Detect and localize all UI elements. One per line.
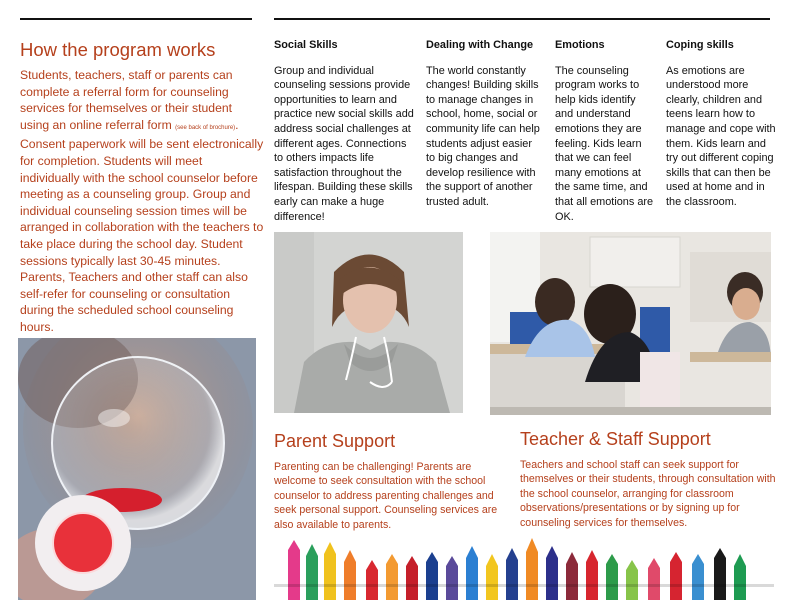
dealing-change-heading: Dealing with Change: [426, 39, 534, 51]
crayons-photo: [274, 536, 774, 600]
social-skills-heading: Social Skills: [274, 39, 338, 51]
referral-note: (see back of brochure): [175, 124, 236, 131]
left-top-rule: [20, 18, 252, 20]
teen-illustration: [274, 232, 463, 413]
social-skills-text: Group and individual counseling sessions provide opportunities to learn and practice new social skills add address social challenges at different ages. Connections to others impacts life satisfaction throughout the lifespan. Building these skills early can make a huge difference!: [274, 64, 414, 223]
program-body-text-1: Students, teachers, staff or parents can complete a referral form for counseling services for themselves or their student using an online referral form: [20, 68, 233, 132]
teacher-support-text: Teachers and school staff can seek support for themselves or their students, through consultation with the school counselor, arranging for classroom observations/presentations or by signing up for counseling services for themselves.: [520, 459, 776, 529]
right-top-rule: [274, 18, 770, 20]
coping-skills-column: [666, 38, 776, 210]
coping-skills-heading: Coping skills: [666, 39, 734, 51]
program-body-text-2: . Consent paperwork will be sent electronically for completion. Students will meet individually with the school counselor before meeting as a counseling group. Group and individual counseling session times will be arranged in collaboration with the teachers to take place during the school day. Student sessions typically last 30-45 minutes. Parents, Teachers and other staff can also self-refer for counseling or consultation during the scheduled school counseling hours.: [20, 117, 264, 334]
crayons-illustration: [274, 536, 774, 600]
dealing-change-text: The world constantly changes! Building skills to manage changes in school, home, social or community life can help students adjust easier to big changes and develop resilience with the support of another trusted adult.: [426, 64, 540, 208]
bubble-illustration: [18, 338, 256, 600]
classroom-illustration: [490, 232, 771, 415]
program-title: How the program works: [20, 39, 216, 60]
classroom-photo: [490, 232, 771, 415]
emotions-column: [555, 38, 655, 224]
teacher-support-title: Teacher & Staff Support: [520, 429, 711, 449]
emotions-text: The counseling program works to help kids identify and understand emotions they are feeling. Kids learn that we can feel many emotions at the same time, and that all emotions are OK.: [555, 64, 654, 223]
bubble-photo: [18, 338, 256, 600]
dealing-change-column: [426, 38, 540, 210]
teen-photo: [274, 232, 463, 413]
coping-skills-text: As emotions are understood more clearly, children and teens learn how to manage and cope with them. Kids learn and try out different coping skills that can then be used at home and in the classroom.: [666, 64, 776, 208]
social-skills-column: [274, 38, 416, 224]
parent-support-text: Parenting can be challenging! Parents are welcome to seek consultation with the school counselor to address parenting challenges and seek personal support. Counseling services are also available to parents.: [274, 461, 498, 531]
parent-support-title: Parent Support: [274, 431, 396, 451]
program-body: [20, 67, 264, 336]
emotions-heading: Emotions: [555, 39, 605, 51]
